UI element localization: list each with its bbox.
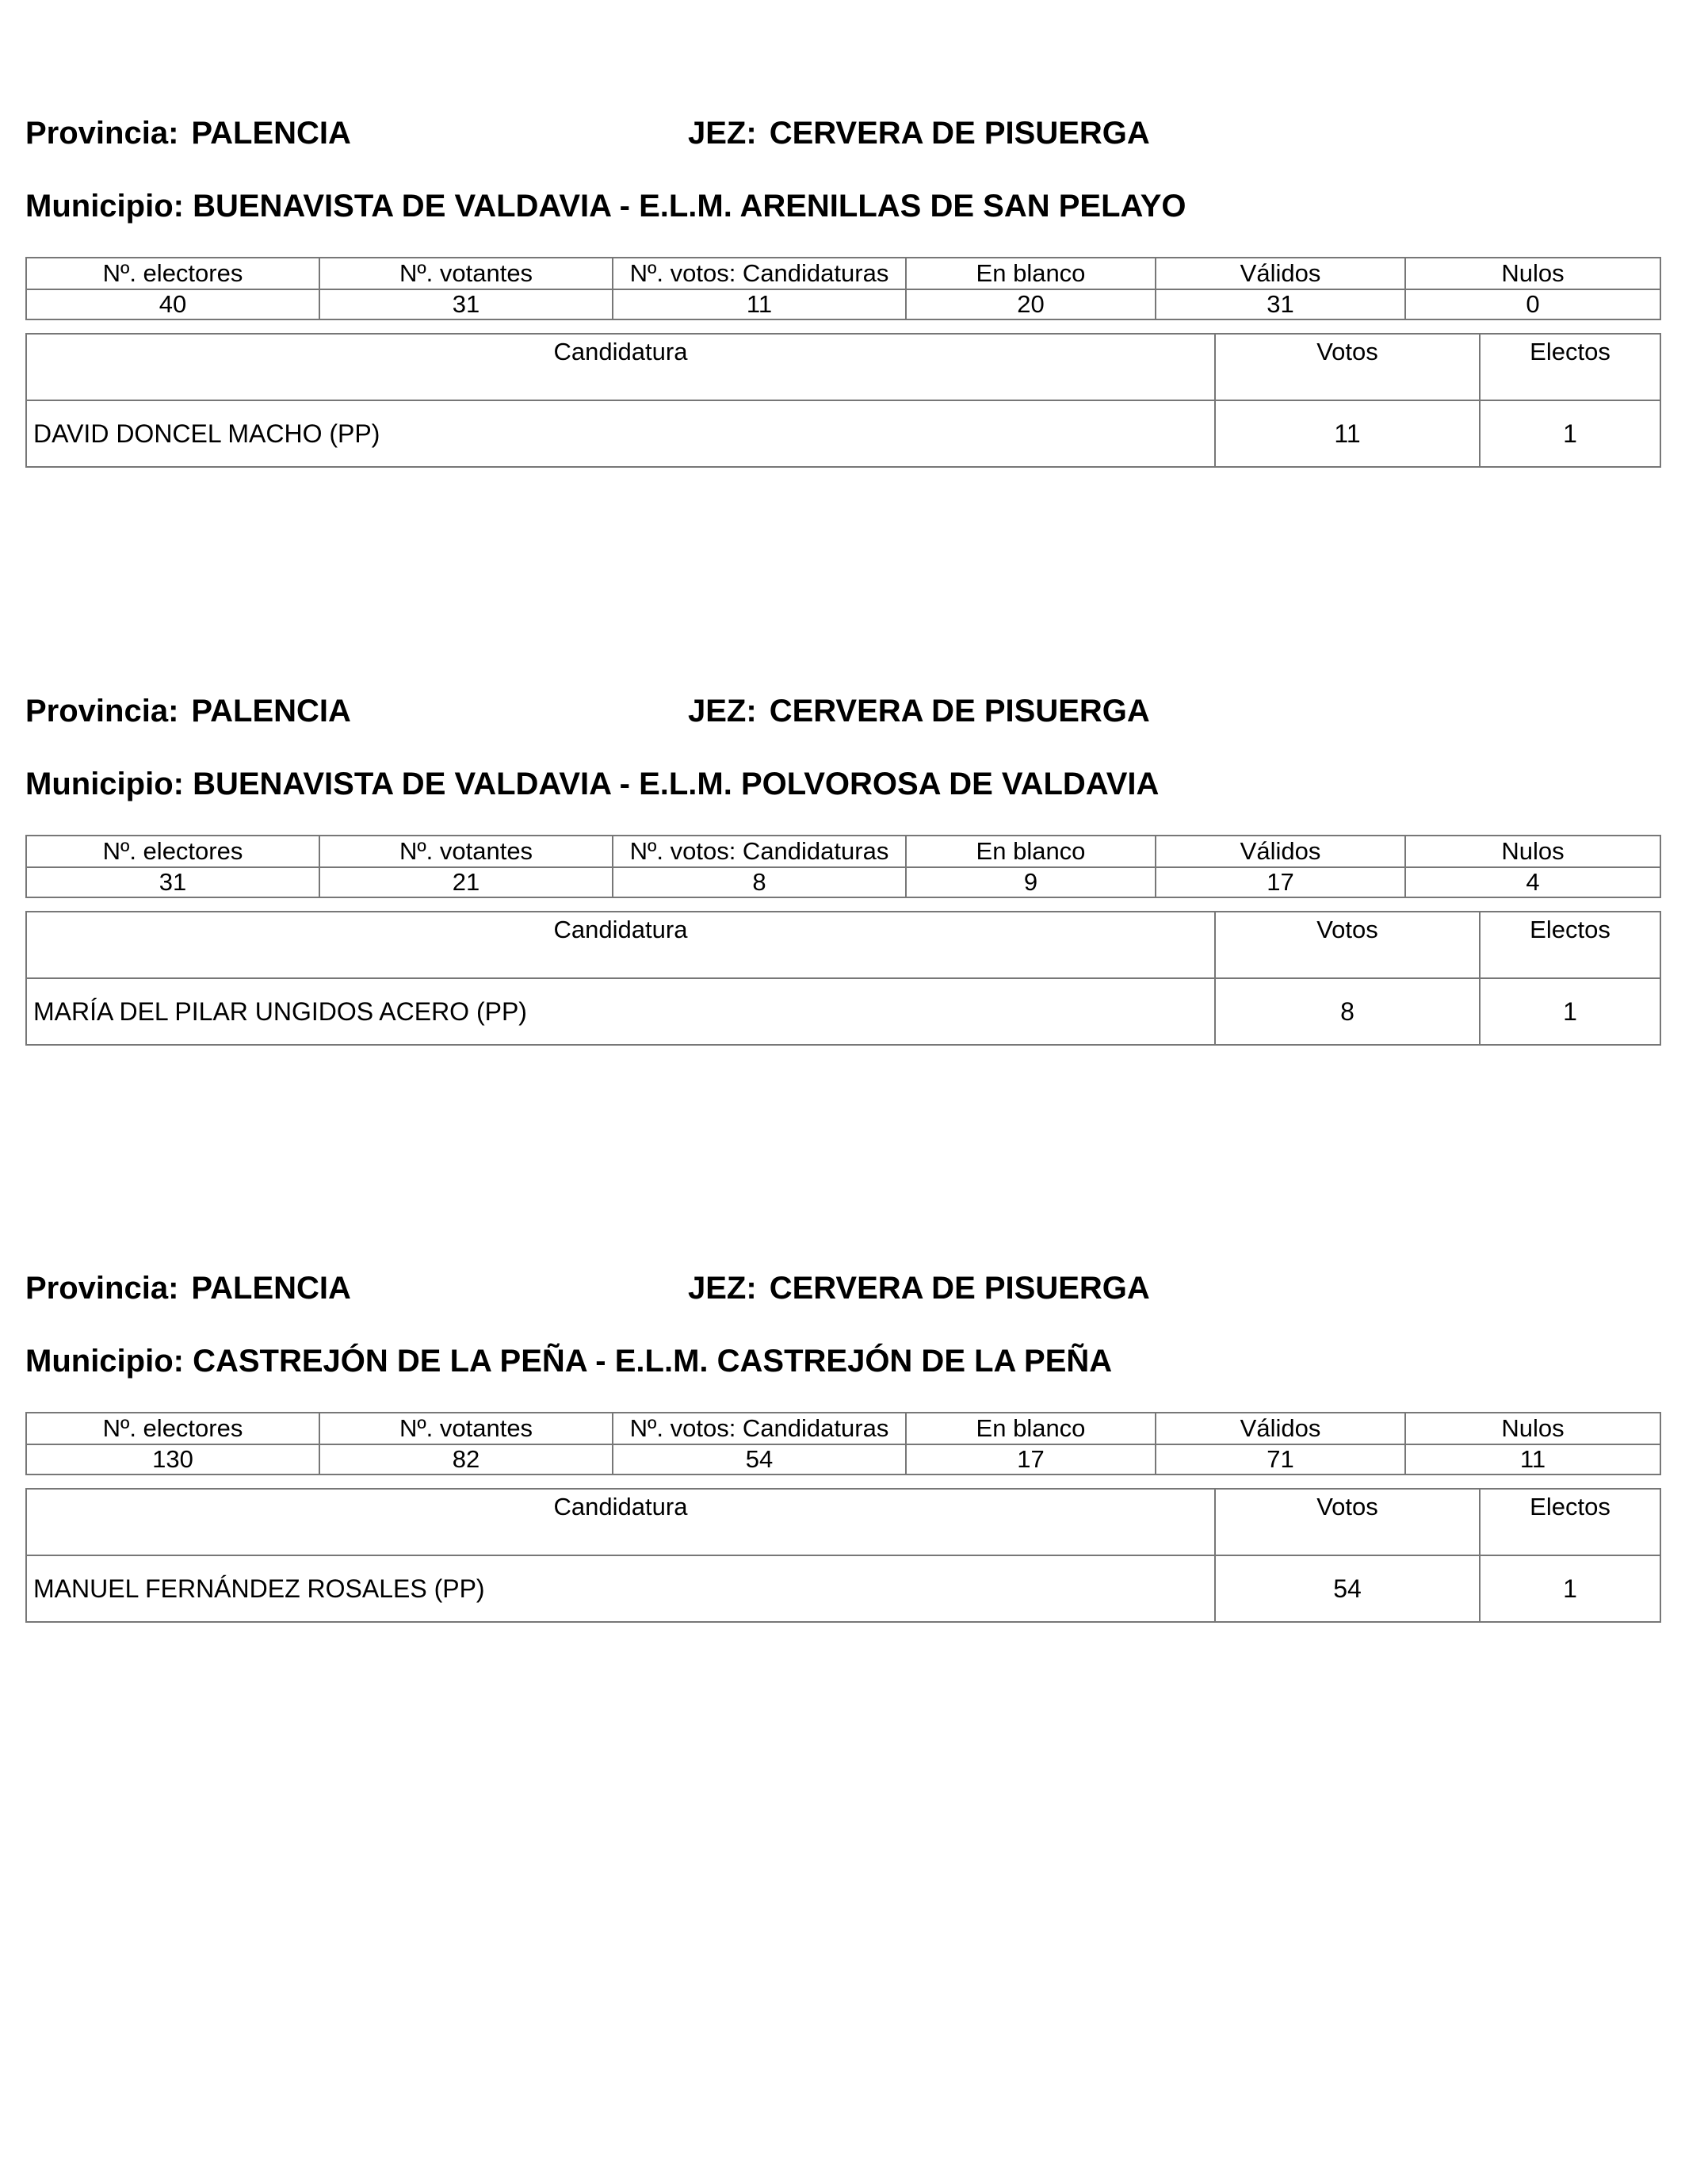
stats-value-en-blanco: 17 — [906, 1444, 1156, 1474]
stats-value-en-blanco: 20 — [906, 289, 1156, 319]
candidatura-name: DAVID DONCEL MACHO (PP) — [26, 400, 1215, 467]
results-header-candidatura: Candidatura — [26, 912, 1215, 978]
stats-header-votantes: Nº. votantes — [319, 258, 613, 289]
results-header-row — [26, 1489, 1660, 1555]
stats-header-en-blanco: En blanco — [906, 258, 1156, 289]
election-section-2 — [25, 692, 1660, 1104]
stats-value-row — [26, 289, 1660, 319]
municipio-line — [25, 1342, 1112, 1380]
jez-label: JEZ: — [688, 116, 757, 151]
stats-header-validos: Válidos — [1156, 258, 1405, 289]
municipio-value: BUENAVISTA DE VALDAVIA - E.L.M. ARENILLAS DE SAN PELAYO — [193, 189, 1186, 224]
stats-header-electores: Nº. electores — [26, 836, 319, 867]
election-section-1 — [25, 114, 1660, 526]
stats-value-votantes: 31 — [319, 289, 613, 319]
provincia-label: Provincia: — [25, 116, 179, 151]
municipio-line — [25, 765, 1159, 803]
candidatura-electos: 1 — [1480, 978, 1660, 1045]
provincia-line — [25, 692, 351, 730]
jez-line — [688, 692, 1150, 730]
jez-value: CERVERA DE PISUERGA — [769, 116, 1150, 151]
candidatura-votos: 11 — [1215, 400, 1480, 467]
stats-header-votantes: Nº. votantes — [319, 1413, 613, 1444]
stats-value-validos: 17 — [1156, 867, 1405, 897]
stats-table — [25, 1412, 1661, 1475]
stats-value-validos: 71 — [1156, 1444, 1405, 1474]
stats-value-electores: 130 — [26, 1444, 319, 1474]
municipio-label: Municipio: — [25, 189, 184, 224]
jez-label: JEZ: — [688, 1271, 757, 1306]
municipio-value: BUENAVISTA DE VALDAVIA - E.L.M. POLVOROSA DE VALDAVIA — [193, 767, 1160, 801]
results-header-row — [26, 334, 1660, 400]
stats-header-nulos: Nulos — [1405, 1413, 1660, 1444]
stats-header-row — [26, 258, 1660, 289]
stats-value-nulos: 0 — [1405, 289, 1660, 319]
stats-table — [25, 257, 1661, 320]
candidatura-name: MANUEL FERNÁNDEZ ROSALES (PP) — [26, 1555, 1215, 1622]
stats-header-votos-candidaturas: Nº. votos: Candidaturas — [613, 1413, 906, 1444]
results-table — [25, 1488, 1661, 1623]
stats-value-row — [26, 867, 1660, 897]
municipio-label: Municipio: — [25, 1344, 184, 1379]
jez-label: JEZ: — [688, 694, 757, 729]
candidatura-electos: 1 — [1480, 1555, 1660, 1622]
municipio-label: Municipio: — [25, 767, 184, 801]
provincia-label: Provincia: — [25, 1271, 179, 1306]
results-header-votos: Votos — [1215, 334, 1480, 400]
results-header-candidatura: Candidatura — [26, 1489, 1215, 1555]
stats-value-nulos: 11 — [1405, 1444, 1660, 1474]
stats-value-votantes: 21 — [319, 867, 613, 897]
results-header-votos: Votos — [1215, 912, 1480, 978]
provincia-value: PALENCIA — [191, 116, 351, 151]
results-table — [25, 333, 1661, 468]
stats-value-row — [26, 1444, 1660, 1474]
results-header-electos: Electos — [1480, 1489, 1660, 1555]
results-header-votos: Votos — [1215, 1489, 1480, 1555]
results-row — [26, 978, 1660, 1045]
stats-header-nulos: Nulos — [1405, 258, 1660, 289]
stats-header-nulos: Nulos — [1405, 836, 1660, 867]
candidatura-electos: 1 — [1480, 400, 1660, 467]
stats-value-nulos: 4 — [1405, 867, 1660, 897]
stats-table — [25, 835, 1661, 898]
stats-value-votos-candidaturas: 8 — [613, 867, 906, 897]
provincia-label: Provincia: — [25, 694, 179, 729]
results-table — [25, 911, 1661, 1046]
stats-value-validos: 31 — [1156, 289, 1405, 319]
jez-value: CERVERA DE PISUERGA — [769, 1271, 1150, 1306]
stats-header-en-blanco: En blanco — [906, 1413, 1156, 1444]
municipio-line — [25, 187, 1186, 225]
stats-value-votos-candidaturas: 54 — [613, 1444, 906, 1474]
results-header-candidatura: Candidatura — [26, 334, 1215, 400]
stats-value-votantes: 82 — [319, 1444, 613, 1474]
stats-value-votos-candidaturas: 11 — [613, 289, 906, 319]
jez-value: CERVERA DE PISUERGA — [769, 694, 1150, 729]
stats-header-row — [26, 1413, 1660, 1444]
municipio-value: CASTREJÓN DE LA PEÑA - E.L.M. CASTREJÓN DE LA PEÑA — [193, 1344, 1113, 1379]
election-section-3 — [25, 1269, 1660, 1681]
stats-header-votos-candidaturas: Nº. votos: Candidaturas — [613, 258, 906, 289]
stats-value-electores: 31 — [26, 867, 319, 897]
stats-header-validos: Válidos — [1156, 836, 1405, 867]
provincia-line — [25, 1269, 351, 1307]
results-row — [26, 1555, 1660, 1622]
stats-header-electores: Nº. electores — [26, 258, 319, 289]
stats-header-votos-candidaturas: Nº. votos: Candidaturas — [613, 836, 906, 867]
provincia-value: PALENCIA — [191, 694, 351, 729]
stats-header-row — [26, 836, 1660, 867]
stats-value-electores: 40 — [26, 289, 319, 319]
stats-value-en-blanco: 9 — [906, 867, 1156, 897]
candidatura-votos: 54 — [1215, 1555, 1480, 1622]
results-header-electos: Electos — [1480, 912, 1660, 978]
stats-header-votantes: Nº. votantes — [319, 836, 613, 867]
stats-header-en-blanco: En blanco — [906, 836, 1156, 867]
candidatura-votos: 8 — [1215, 978, 1480, 1045]
jez-line — [688, 1269, 1150, 1307]
results-header-row — [26, 912, 1660, 978]
candidatura-name: MARÍA DEL PILAR UNGIDOS ACERO (PP) — [26, 978, 1215, 1045]
stats-header-validos: Válidos — [1156, 1413, 1405, 1444]
jez-line — [688, 114, 1150, 152]
stats-header-electores: Nº. electores — [26, 1413, 319, 1444]
provincia-line — [25, 114, 351, 152]
results-header-electos: Electos — [1480, 334, 1660, 400]
provincia-value: PALENCIA — [191, 1271, 351, 1306]
results-row — [26, 400, 1660, 467]
